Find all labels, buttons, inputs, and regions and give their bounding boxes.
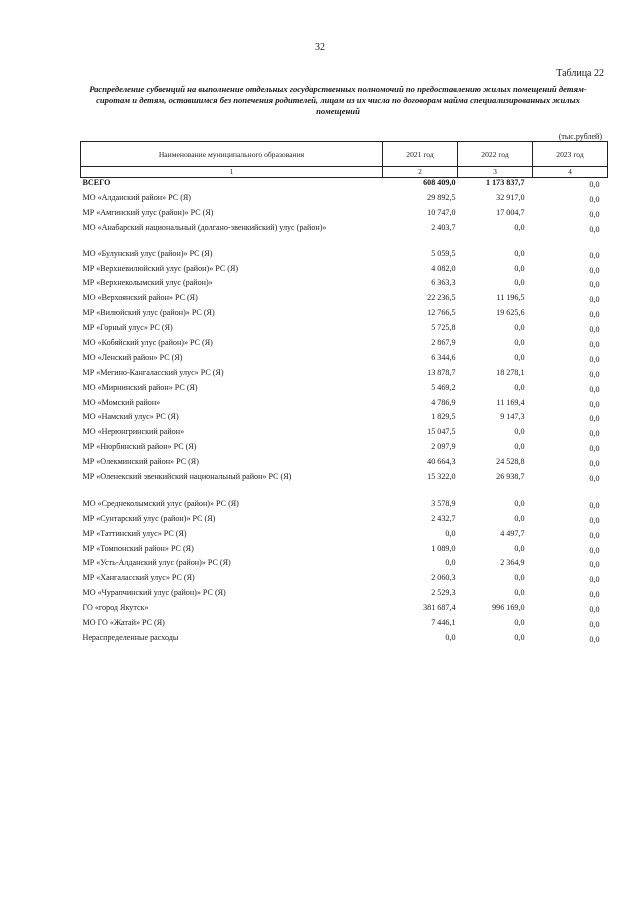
name-cell: МО «Ленский район» РС (Я) bbox=[82, 352, 183, 362]
column-header-2021: 2021 год bbox=[383, 142, 458, 167]
table-row bbox=[81, 223, 608, 249]
value-2021-cell: 5 059,5 bbox=[431, 248, 456, 258]
value-2022-cell: 996 169,0 bbox=[492, 603, 525, 613]
value-2021-cell: 1 089,0 bbox=[431, 543, 456, 553]
subsidy-table bbox=[80, 141, 608, 648]
value-2022-cell: 0,0 bbox=[514, 352, 525, 362]
value-2023-cell: 0,0 bbox=[589, 209, 600, 219]
value-2022-cell: 0,0 bbox=[514, 222, 525, 232]
value-2021-cell: 0,0 bbox=[445, 632, 456, 642]
value-2023-cell: 0,0 bbox=[589, 369, 600, 379]
column-header-name: Наименование муниципального образования bbox=[81, 142, 383, 167]
total-row bbox=[81, 178, 608, 193]
value-2021-cell: 3 578,9 bbox=[431, 498, 456, 508]
name-cell: МР «Вилюйский улус (район)» РС (Я) bbox=[82, 308, 215, 318]
table-row bbox=[81, 544, 608, 559]
value-2023-cell: 0,0 bbox=[589, 295, 600, 305]
table-row bbox=[81, 427, 608, 442]
table-row bbox=[81, 308, 608, 323]
value-2021-cell: 608 409,0 bbox=[423, 178, 456, 187]
value-2022-cell: 0,0 bbox=[514, 573, 525, 583]
value-2021-cell: 7 446,1 bbox=[431, 618, 456, 628]
table-row bbox=[81, 472, 608, 487]
value-2022-cell: 0,0 bbox=[514, 618, 525, 628]
units-label: (тыс.рублей) bbox=[558, 132, 602, 141]
column-number-3: 3 bbox=[458, 167, 533, 178]
value-2022-cell: 0,0 bbox=[514, 263, 525, 273]
name-cell: Нераспределенные расходы bbox=[82, 632, 179, 642]
value-2023-cell: 0,0 bbox=[589, 354, 600, 364]
name-cell: МР «Амгинский улус (район)» РС (Я) bbox=[82, 207, 214, 217]
value-2021-cell: 2 432,7 bbox=[431, 513, 456, 523]
value-2022-cell: 0,0 bbox=[514, 498, 525, 508]
value-2023-cell: 0,0 bbox=[589, 545, 600, 555]
value-2022-cell: 0,0 bbox=[514, 382, 525, 392]
name-cell: МО «Алданский район» РС (Я) bbox=[82, 192, 191, 202]
name-cell: МР «Олекминский район» РС (Я) bbox=[82, 457, 199, 467]
value-2023-cell: 0,0 bbox=[589, 250, 600, 260]
name-cell: ВСЕГО bbox=[82, 178, 111, 187]
value-2021-cell: 13 878,7 bbox=[427, 367, 456, 377]
value-2022-cell: 18 278,1 bbox=[496, 367, 525, 377]
value-2021-cell: 2 529,3 bbox=[431, 588, 456, 598]
table-row bbox=[81, 588, 608, 603]
value-2021-cell: 2 060,3 bbox=[431, 573, 456, 583]
table-row bbox=[81, 603, 608, 618]
value-2021-cell: 381 687,4 bbox=[423, 603, 456, 613]
table-row bbox=[81, 398, 608, 413]
table-row bbox=[81, 368, 608, 383]
name-cell: МР «Горный улус» РС (Я) bbox=[82, 323, 173, 333]
value-2023-cell: 0,0 bbox=[589, 325, 600, 335]
value-2021-cell: 0,0 bbox=[445, 528, 456, 538]
spacer-row bbox=[81, 487, 608, 499]
name-cell: МО «Анабарский национальный (долгано-эвенкийский) улус (район)» bbox=[82, 222, 327, 232]
value-2023-cell: 0,0 bbox=[589, 310, 600, 320]
value-2021-cell: 2 403,7 bbox=[431, 222, 456, 232]
table-row bbox=[81, 573, 608, 588]
value-2023-cell: 0,0 bbox=[589, 280, 600, 290]
value-2021-cell: 0,0 bbox=[445, 558, 456, 568]
value-2022-cell: 19 625,6 bbox=[496, 308, 525, 318]
name-cell: МР «Верхневилюйский улус (район)» РС (Я) bbox=[82, 263, 239, 273]
value-2021-cell: 5 469,2 bbox=[431, 382, 456, 392]
value-2023-cell: 0,0 bbox=[589, 399, 600, 409]
table-row bbox=[81, 529, 608, 544]
name-cell: МР «Томпонский район» РС (Я) bbox=[82, 543, 194, 553]
value-2022-cell: 0,0 bbox=[514, 632, 525, 642]
value-2023-cell: 0,0 bbox=[589, 575, 600, 585]
value-2022-cell: 11 196,5 bbox=[496, 293, 525, 303]
value-2021-cell: 5 725,8 bbox=[431, 323, 456, 333]
column-header-2023: 2023 год bbox=[533, 142, 608, 167]
value-2022-cell: 2 364,9 bbox=[500, 558, 525, 568]
value-2023-cell: 0,0 bbox=[589, 429, 600, 439]
table-row bbox=[81, 457, 608, 472]
table-row bbox=[81, 383, 608, 398]
table-row bbox=[81, 278, 608, 293]
name-cell: МР «Таттинский улус» РС (Я) bbox=[82, 528, 187, 538]
value-2021-cell: 10 747,0 bbox=[427, 207, 456, 217]
name-cell: МР «Верхнеколымский улус (район)» bbox=[82, 278, 213, 288]
name-cell: МО «Чурапчинский улус (район)» РС (Я) bbox=[82, 588, 226, 598]
value-2022-cell: 0,0 bbox=[514, 588, 525, 598]
value-2021-cell: 12 766,5 bbox=[427, 308, 456, 318]
table-row bbox=[81, 353, 608, 368]
name-cell: МО «Кобяйский улус (район)» РС (Я) bbox=[82, 338, 213, 348]
name-cell: МР «Нюрбинский район» РС (Я) bbox=[82, 442, 197, 452]
value-2021-cell: 2 867,9 bbox=[431, 338, 456, 348]
value-2023-cell: 0,0 bbox=[589, 224, 600, 234]
value-2021-cell: 1 829,5 bbox=[431, 412, 456, 422]
value-2022-cell: 0,0 bbox=[514, 248, 525, 258]
table-row bbox=[81, 208, 608, 223]
value-2022-cell: 0,0 bbox=[514, 513, 525, 523]
name-cell: МР «Оленекский эвенкийский национальный район» РС (Я) bbox=[82, 472, 292, 482]
value-2023-cell: 0,0 bbox=[589, 444, 600, 454]
name-cell: ГО «город Якутск» bbox=[82, 603, 149, 613]
value-2022-cell: 32 917,0 bbox=[496, 192, 525, 202]
value-2022-cell: 0,0 bbox=[514, 427, 525, 437]
table-row bbox=[81, 633, 608, 648]
name-cell: МО «Среднеколымский улус (район)» РС (Я) bbox=[82, 498, 239, 508]
value-2021-cell: 29 892,5 bbox=[427, 192, 456, 202]
table-row bbox=[81, 323, 608, 338]
value-2022-cell: 1 173 837,7 bbox=[486, 178, 525, 187]
spacer-cell bbox=[81, 487, 608, 499]
value-2023-cell: 0,0 bbox=[589, 414, 600, 424]
column-number-2: 2 bbox=[383, 167, 458, 178]
value-2021-cell: 4 082,0 bbox=[431, 263, 456, 273]
value-2022-cell: 0,0 bbox=[514, 278, 525, 288]
table-row bbox=[81, 514, 608, 529]
table-row bbox=[81, 264, 608, 279]
table-row bbox=[81, 558, 608, 573]
name-cell: МО «Намский улус» РС (Я) bbox=[82, 412, 179, 422]
table-row bbox=[81, 249, 608, 264]
value-2023-cell: 0,0 bbox=[589, 634, 600, 644]
value-2023-cell: 0,0 bbox=[589, 340, 600, 350]
value-2021-cell: 2 097,9 bbox=[431, 442, 456, 452]
name-cell: МО «Булунский улус (район)» РС (Я) bbox=[82, 248, 213, 258]
value-2023-cell: 0,0 bbox=[589, 605, 600, 615]
value-2023-cell: 0,0 bbox=[589, 459, 600, 469]
value-2023-cell: 0,0 bbox=[589, 560, 600, 570]
column-header-2022: 2022 год bbox=[458, 142, 533, 167]
column-number-row bbox=[81, 167, 608, 178]
table-row bbox=[81, 442, 608, 457]
value-2022-cell: 0,0 bbox=[514, 338, 525, 348]
value-2023-cell: 0,0 bbox=[589, 590, 600, 600]
table-row bbox=[81, 293, 608, 308]
name-cell: МО «Момский район» bbox=[82, 397, 161, 407]
name-cell: МО «Мирнинский район» РС (Я) bbox=[82, 382, 198, 392]
value-2022-cell: 11 169,4 bbox=[496, 397, 525, 407]
value-2021-cell: 4 786,9 bbox=[431, 397, 456, 407]
value-2022-cell: 9 147,3 bbox=[500, 412, 525, 422]
value-2021-cell: 6 363,3 bbox=[431, 278, 456, 288]
name-cell: МР «Усть-Алданский улус (район)» РС (Я) bbox=[82, 558, 231, 568]
value-2022-cell: 24 528,8 bbox=[496, 457, 525, 467]
table-row bbox=[81, 618, 608, 633]
page-number: 32 bbox=[315, 42, 325, 53]
table-row bbox=[81, 193, 608, 208]
value-2022-cell: 26 938,7 bbox=[496, 472, 525, 482]
value-2023-cell: 0,0 bbox=[589, 515, 600, 525]
value-2023-cell: 0,0 bbox=[589, 620, 600, 630]
name-cell: МР «Хангаласский улус» РС (Я) bbox=[82, 573, 195, 583]
name-cell: МР «Сунтарский улус (район)» РС (Я) bbox=[82, 513, 216, 523]
value-2023-cell: 0,0 bbox=[589, 474, 600, 484]
value-2021-cell: 6 344,6 bbox=[431, 352, 456, 362]
value-2021-cell: 15 322,0 bbox=[427, 472, 456, 482]
name-cell: МО ГО «Жатай» РС (Я) bbox=[82, 618, 165, 628]
value-2022-cell: 0,0 bbox=[514, 442, 525, 452]
name-cell: МО «Нерюнгринский район» bbox=[82, 427, 185, 437]
column-number-4: 4 bbox=[533, 167, 608, 178]
value-2022-cell: 4 497,7 bbox=[500, 528, 525, 538]
value-2023-cell: 0,0 bbox=[589, 384, 600, 394]
value-2023-cell: 0,0 bbox=[589, 180, 600, 189]
document-title: Распределение субвенций на выполнение отдельных государственных полномочий по предоставлению жилых помещений детям-сиротам и детям, оставшимся без попечения родителей, лицам из их числа по договорам найма специализированных жилых помещений bbox=[89, 84, 587, 116]
header-row bbox=[81, 142, 608, 167]
value-2023-cell: 0,0 bbox=[589, 500, 600, 510]
value-2023-cell: 0,0 bbox=[589, 265, 600, 275]
column-number-1: 1 bbox=[81, 167, 383, 178]
table-row bbox=[81, 499, 608, 514]
value-2021-cell: 22 236,5 bbox=[427, 293, 456, 303]
value-2023-cell: 0,0 bbox=[589, 194, 600, 204]
value-2021-cell: 15 047,5 bbox=[427, 427, 456, 437]
value-2023-cell: 0,0 bbox=[589, 530, 600, 540]
name-cell: МО «Верхоянский район» РС (Я) bbox=[82, 293, 198, 303]
name-cell: МР «Мегино-Кангаласский улус» РС (Я) bbox=[82, 367, 224, 377]
value-2022-cell: 0,0 bbox=[514, 543, 525, 553]
table-label: Таблица 22 bbox=[556, 68, 604, 79]
value-2022-cell: 0,0 bbox=[514, 323, 525, 333]
value-2021-cell: 40 664,3 bbox=[427, 457, 456, 467]
value-2022-cell: 17 004,7 bbox=[496, 207, 525, 217]
table-row bbox=[81, 412, 608, 427]
table-row bbox=[81, 338, 608, 353]
